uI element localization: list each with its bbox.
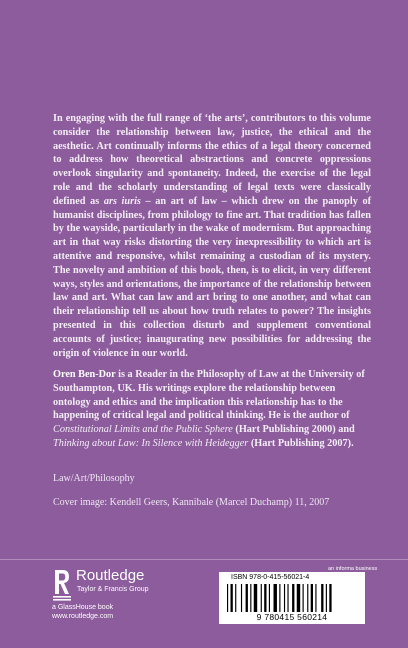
routledge-r-icon bbox=[52, 568, 72, 602]
barcode-bars-icon bbox=[227, 584, 357, 612]
blurb-text-1: In engaging with the full range of ‘the arts’, contributors to this volume consider the relationship between law, justice, the ethical and the aesthetic. Art continually informs the ethics of a legal theory concerned to address how theoretical abstractions and concrete oppressions overlook singularity and spontaneity. Indeed, the exercise of the legal role and the scholarly understanding of legal texts were classically defined as bbox=[53, 113, 371, 207]
barcode-digits: 9 780415 560214 bbox=[256, 612, 328, 622]
publisher-imprint: a GlassHouse book bbox=[52, 604, 114, 611]
parent-company: an informa business bbox=[328, 566, 378, 572]
publisher-logo bbox=[52, 564, 192, 624]
publisher-url: www.routledge.com bbox=[52, 613, 114, 620]
divider bbox=[0, 559, 408, 560]
publisher-name: Routledge bbox=[76, 567, 145, 584]
description-blurb bbox=[53, 112, 371, 360]
blurb-text-2: – an art of law – which drew on the panoply of humanist disciplines, from philology to fine art. That tradition has fallen by the wayside, particularly in the wake of modernism. But approaching art in that way risks distorting the very inexpressibility to which art is attentive and responsive, whilst remaining a custodian of its mystery. The novelty and ambition of this book, then, is to elicit, in very different ways, styles and orientations, the importance of the relationship between law and art. What can law and art bring to one another, and what can their relationship tell us about how truth relates to power? The insights presented in this collection disturb and supplement conventional accounts of justice; inaugurating new possibilities for addressing the origin of violence in our world. bbox=[53, 195, 372, 359]
bio-text-3: (Hart Publishing 2007). bbox=[248, 437, 354, 449]
isbn-label: ISBN 978-0-415-56021-4 bbox=[231, 574, 310, 581]
blurb-italic-term: ars iuris bbox=[103, 195, 141, 207]
author-bio bbox=[53, 368, 371, 451]
barcode bbox=[219, 572, 365, 624]
author-name: Oren Ben-Dor bbox=[53, 369, 116, 380]
cover-image-credit: Cover image: Kendell Geers, Kannibale (Marcel Duchamp) 11, 2007 bbox=[53, 497, 330, 508]
subject-category: Law/Art/Philosophy bbox=[53, 473, 135, 484]
publisher-group: Taylor & Francis Group bbox=[77, 586, 149, 593]
bio-book-title-1: Constitutional Limits and the Public Sphere bbox=[53, 424, 233, 436]
bio-text-1: is a Reader in the Philosophy of Law at the University of Southampton, UK. His writings explore the relationship between ontology and ethics and the implication this relationship has to the happening of critical legal and political thinking. He is the author of bbox=[53, 369, 365, 422]
bio-book-title-2: Thinking about Law: In Silence with Heidegger bbox=[53, 437, 249, 449]
bio-text-2: (Hart Publishing 2000) and bbox=[232, 424, 355, 436]
